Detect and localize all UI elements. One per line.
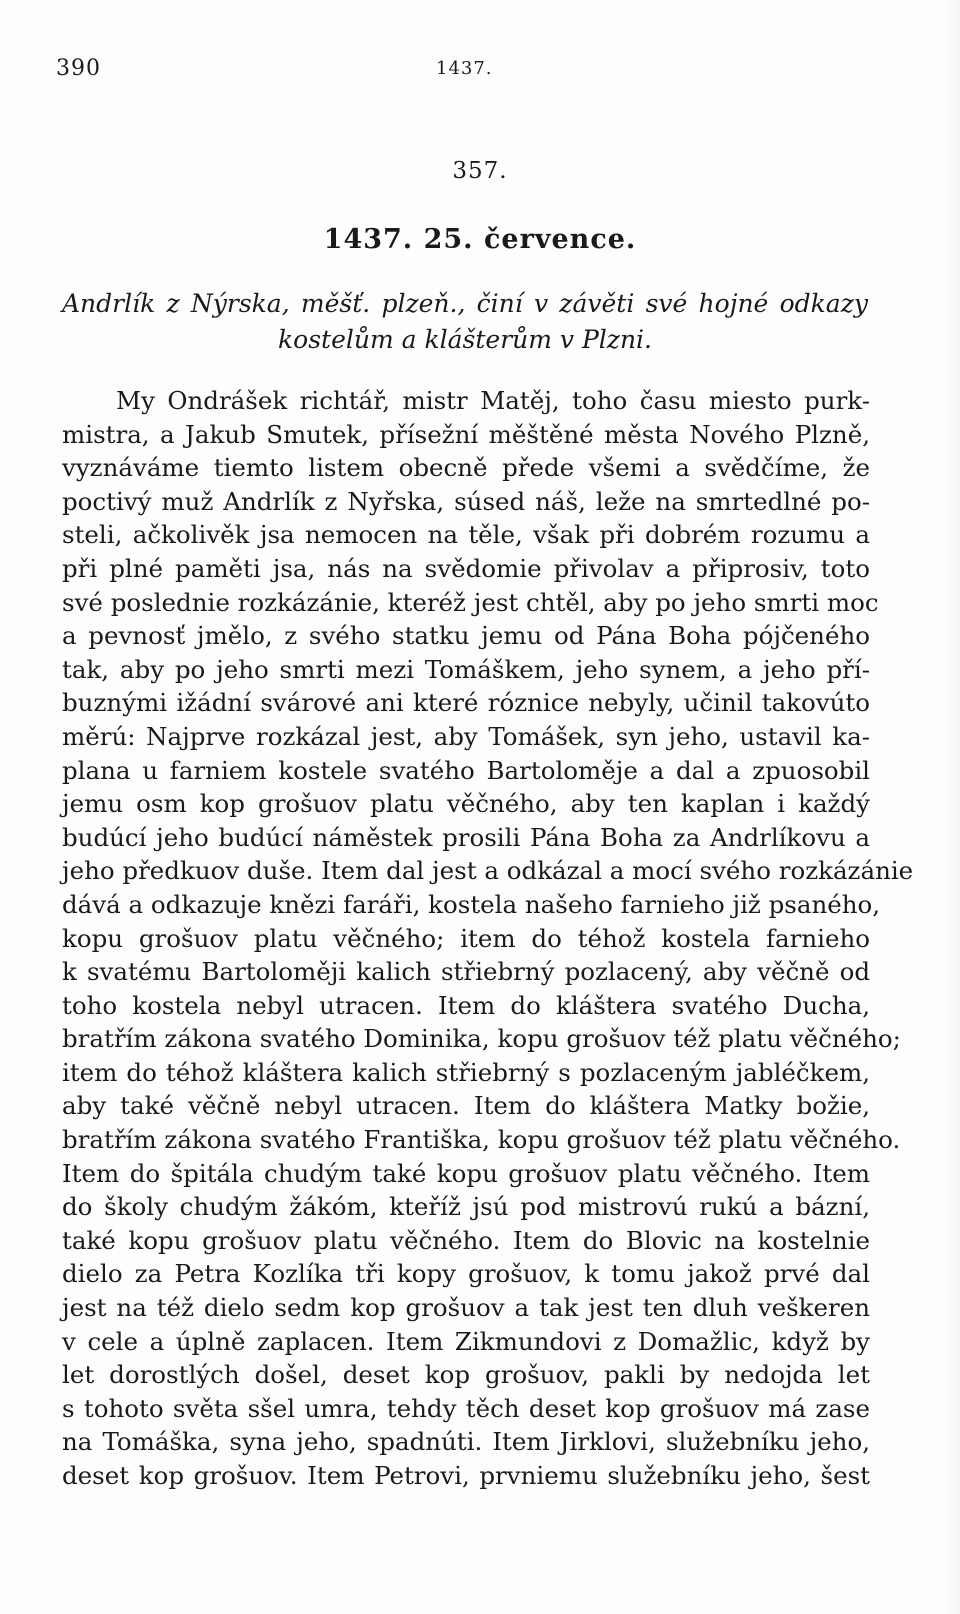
body-line: item do téhož kláštera kalich střiebrný s pozlaceným jabléčkem,	[62, 1057, 870, 1087]
body-line: při plné paměti jsa, nás na svědomie přivolav a připrosiv, toto	[62, 553, 870, 583]
body-line: do školy chudým žákóm, kteříž jsú pod mistrovú rukú a bázní,	[62, 1192, 870, 1222]
body-line: své poslednie rozkázánie, kteréž jest chtěl, aby po jeho smrti moc	[62, 587, 879, 617]
document-date: 1437. 25. července.	[323, 224, 637, 255]
body-line: mistra, a Jakub Smutek, přísežní měštěné města Nového Plzně,	[62, 419, 870, 449]
body-line: tak, aby po jeho smrti mezi Tomáškem, jeho synem, a jeho pří-	[62, 654, 870, 684]
body-line: bratřím zákona svatého Dominika, kopu grošuov též platu věčného;	[62, 1024, 901, 1054]
body-line: plana u farniem kostele svatého Bartoloměje a dal a zpuosobil	[62, 755, 870, 785]
body-line: poctivý muž Andrlík z Nyřska, súsed náš, leže na smrtedlné po-	[62, 486, 870, 516]
body-line: let dorostlých došel, deset kop grošuov, pakli by nedojda let	[62, 1360, 870, 1390]
body-line: s tohoto světa sšel umra, tehdy těch deset kop grošuov má zase	[62, 1393, 870, 1423]
body-line: toho kostela nebyl utracen. Item do kláštera svatého Ducha,	[62, 990, 870, 1020]
body-line: budúcí jeho budúcí náměstek prosili Pána Boha za Andrlíkovu a	[62, 822, 870, 852]
body-line: deset kop grošuov. Item Petrovi, prvniemu služebníku jeho, šest	[62, 1461, 870, 1490]
body-line: na Tomáška, syna jeho, spadnúti. Item Jirklovi, služebníku jeho,	[62, 1427, 870, 1457]
body-line: kopu grošuov platu věčného; item do téhož kostela farnieho	[62, 923, 870, 953]
body-line: buznými ižádní svárové ani které róznice nebyly, učinil takovúto	[62, 688, 870, 718]
body-line: steli, ačkolivěk jsa nemocen na těle, však při dobrém rozumu a	[62, 520, 870, 550]
body-line: a pevnosť jmělo, z svého statku jemu od Pána Boha pójčeného	[62, 621, 870, 651]
body-line: vyznáváme tiemto listem obecně přede všemi a svědčíme, že	[62, 453, 870, 483]
page-header	[56, 56, 866, 86]
body-line: dielo za Petra Kozlíka tři kopy grošuov, k tomu jakož prvé dal	[62, 1259, 870, 1289]
page-edge-shadow	[948, 0, 960, 1614]
body-line: jest na též dielo sedm kop grošuov a tak jest ten dluh veškeren	[62, 1293, 870, 1323]
running-head: 1437.	[436, 58, 493, 79]
body-line: k svatému Bartoloměji kalich střiebrný pozlacený, aby věčně od	[62, 957, 870, 987]
regest-line: kostelům a klášterům v Plzni.	[278, 325, 652, 354]
document-body	[62, 384, 914, 1493]
body-line: dává a odkazuje knězi faráři, kostela našeho farnieho již psaného,	[62, 889, 881, 919]
body-line: My Ondrášek richtář, mistr Matěj, toho času miesto purk-	[116, 386, 870, 415]
document-regest	[62, 286, 868, 358]
body-line: Item do špitála chudým také kopu grošuov platu věčného. Item	[62, 1158, 870, 1188]
body-line: také kopu grošuov platu věčného. Item do Blovic na kostelnie	[62, 1225, 870, 1255]
body-line: bratřím zákona svatého Františka, kopu grošuov též platu věčného.	[62, 1125, 901, 1155]
body-line: jeho předkuov duše. Item dal jest a odkázal a mocí svého rozkázánie	[62, 856, 914, 886]
regest-line: Andrlík z Nýrska, měšť. plzeň., činí v závěti své hojné odkazy	[62, 289, 868, 318]
document-number: 357.	[452, 158, 508, 184]
page-number: 390	[56, 56, 101, 81]
body-line: měrú: Najprve rozkázal jest, aby Tomášek, syn jeho, ustavil ka-	[62, 721, 870, 751]
body-line: jemu osm kop grošuov platu věčného, aby ten kaplan i každý	[62, 789, 870, 819]
body-line: aby také věčně nebyl utracen. Item do kláštera Matky božie,	[62, 1091, 870, 1121]
body-line: v cele a úplně zaplacen. Item Zikmundovi z Domažlic, když by	[62, 1326, 870, 1356]
